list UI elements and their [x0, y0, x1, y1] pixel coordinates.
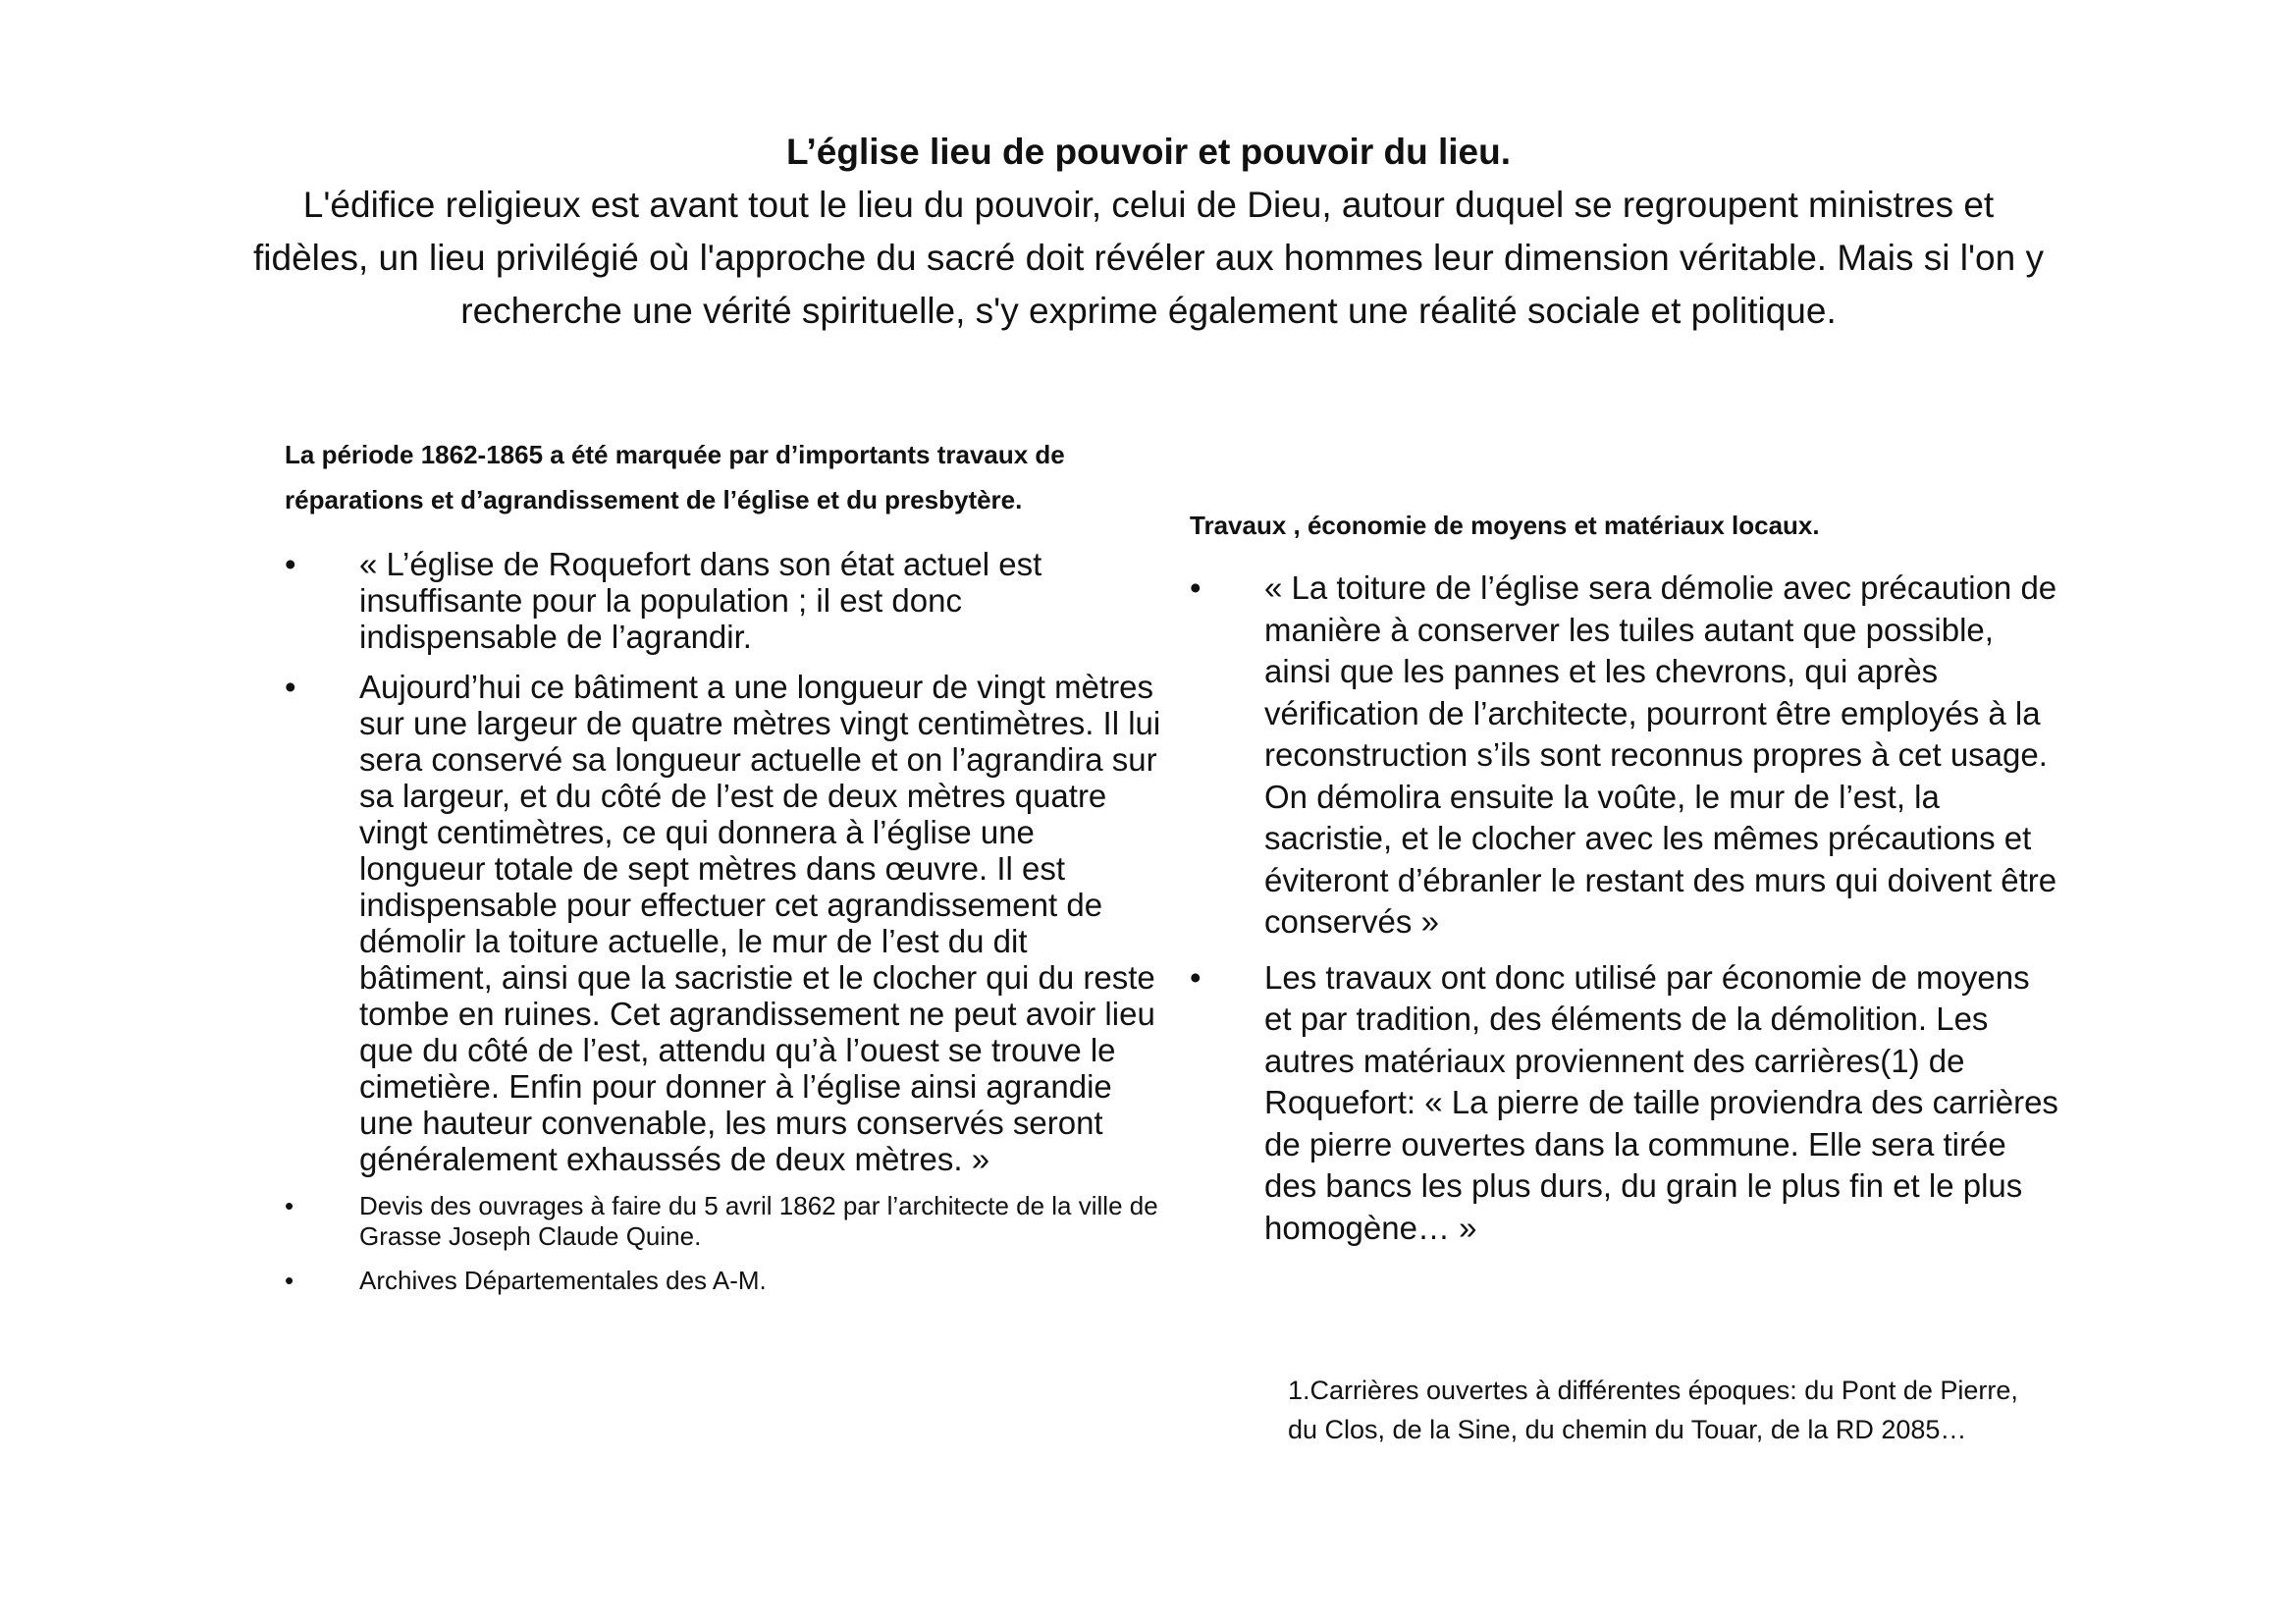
source-item: • Archives Départementales des A-M. [285, 1266, 1168, 1296]
left-bullet-list [285, 546, 1168, 1177]
list-item: • « La toiture de l’église sera démolie avec précaution de manière à conserver les tuiles autant que possible, ainsi que les pannes et les chevrons, qui après vérification de l’architecte, pourront être employés à la reconstruction s’ils sont reconnus propres à cet usage. On démolira ensuite la voûte, le mur de l’est, la sacristie, et le clocher avec les mêmes précautions et éviteront d’ébranler le restant des murs qui doivent être conservés » [1190, 568, 2063, 944]
list-item: • Les travaux ont donc utilisé par économie de moyens et par tradition, des éléments de la démolition. Les autres matériaux proviennent des carrières(1) de Roquefort: « La pierre de taille proviendra des carrières de pierre ouvertes dans la commune. Elle sera tirée des bancs les plus durs, du grain le plus fin et le plus homogène… » [1190, 957, 2063, 1250]
source-list [285, 1191, 1168, 1296]
right-column-heading: Travaux , économie de moyens et matériaux locaux. [1190, 511, 1820, 540]
list-item: • Aujourd’hui ce bâtiment a une longueur de vingt mètres sur une largeur de quatre mètres vingt centimètres. Il lui sera conservé sa longueur actuelle et on l’agrandira sur sa largeur, et du côté de l’est de deux mètres quatre vingt centimètres, ce qui donnera à l’église une longueur totale de sept mètres dans œuvre. Il est indispensable pour effectuer cet agrandissement de démolir la toiture actuelle, le mur de l’est du dit bâtiment, ainsi que la sacristie et le clocher qui du reste tombe en ruines. Cet agrandissement ne peut avoir lieu que du côté de l’est, attendu qu’à l’ouest se trouve le cimetière. Enfin pour donner à l’église ainsi agrandie une hauteur convenable, les murs conservés seront généralement exhaussés de deux mètres. » [285, 669, 1168, 1177]
intro-paragraph: L'édifice religieux est avant tout le lieu du pouvoir, celui de Dieu, autour duquel se regroupent ministres et fidèles, un lieu privilégié où l'approche du sacré doit révéler aux hommes leur dimension véritable. Mais si l'on y recherche une vérité spirituelle, s'y exprime également une réalité sociale et politique. [253, 185, 2044, 331]
left-column [285, 432, 1168, 1310]
footnote: 1.Carrières ouvertes à différentes époques: du Pont de Pierre, du Clos, de la Sine, du chemin du Touar, de la RD 2085… [1288, 1376, 2018, 1444]
list-item: • « L’église de Roquefort dans son état actuel est insuffisante pour la population ; il est donc indispensable de l’agrandir. [285, 546, 1168, 655]
left-column-heading: La période 1862-1865 a été marquée par d’importants travaux de réparations et d’agrandissement de l’église et du presbytère. [285, 440, 1065, 514]
source-item: • Devis des ouvrages à faire du 5 avril 1862 par l’architecte de la ville de Grasse Joseph Claude Quine. [285, 1191, 1168, 1252]
page-header [245, 126, 2052, 338]
right-bullet-list [1190, 568, 2063, 1249]
right-column [1190, 503, 2063, 1263]
page-title: L’église lieu de pouvoir et pouvoir du lieu. [785, 132, 1512, 172]
